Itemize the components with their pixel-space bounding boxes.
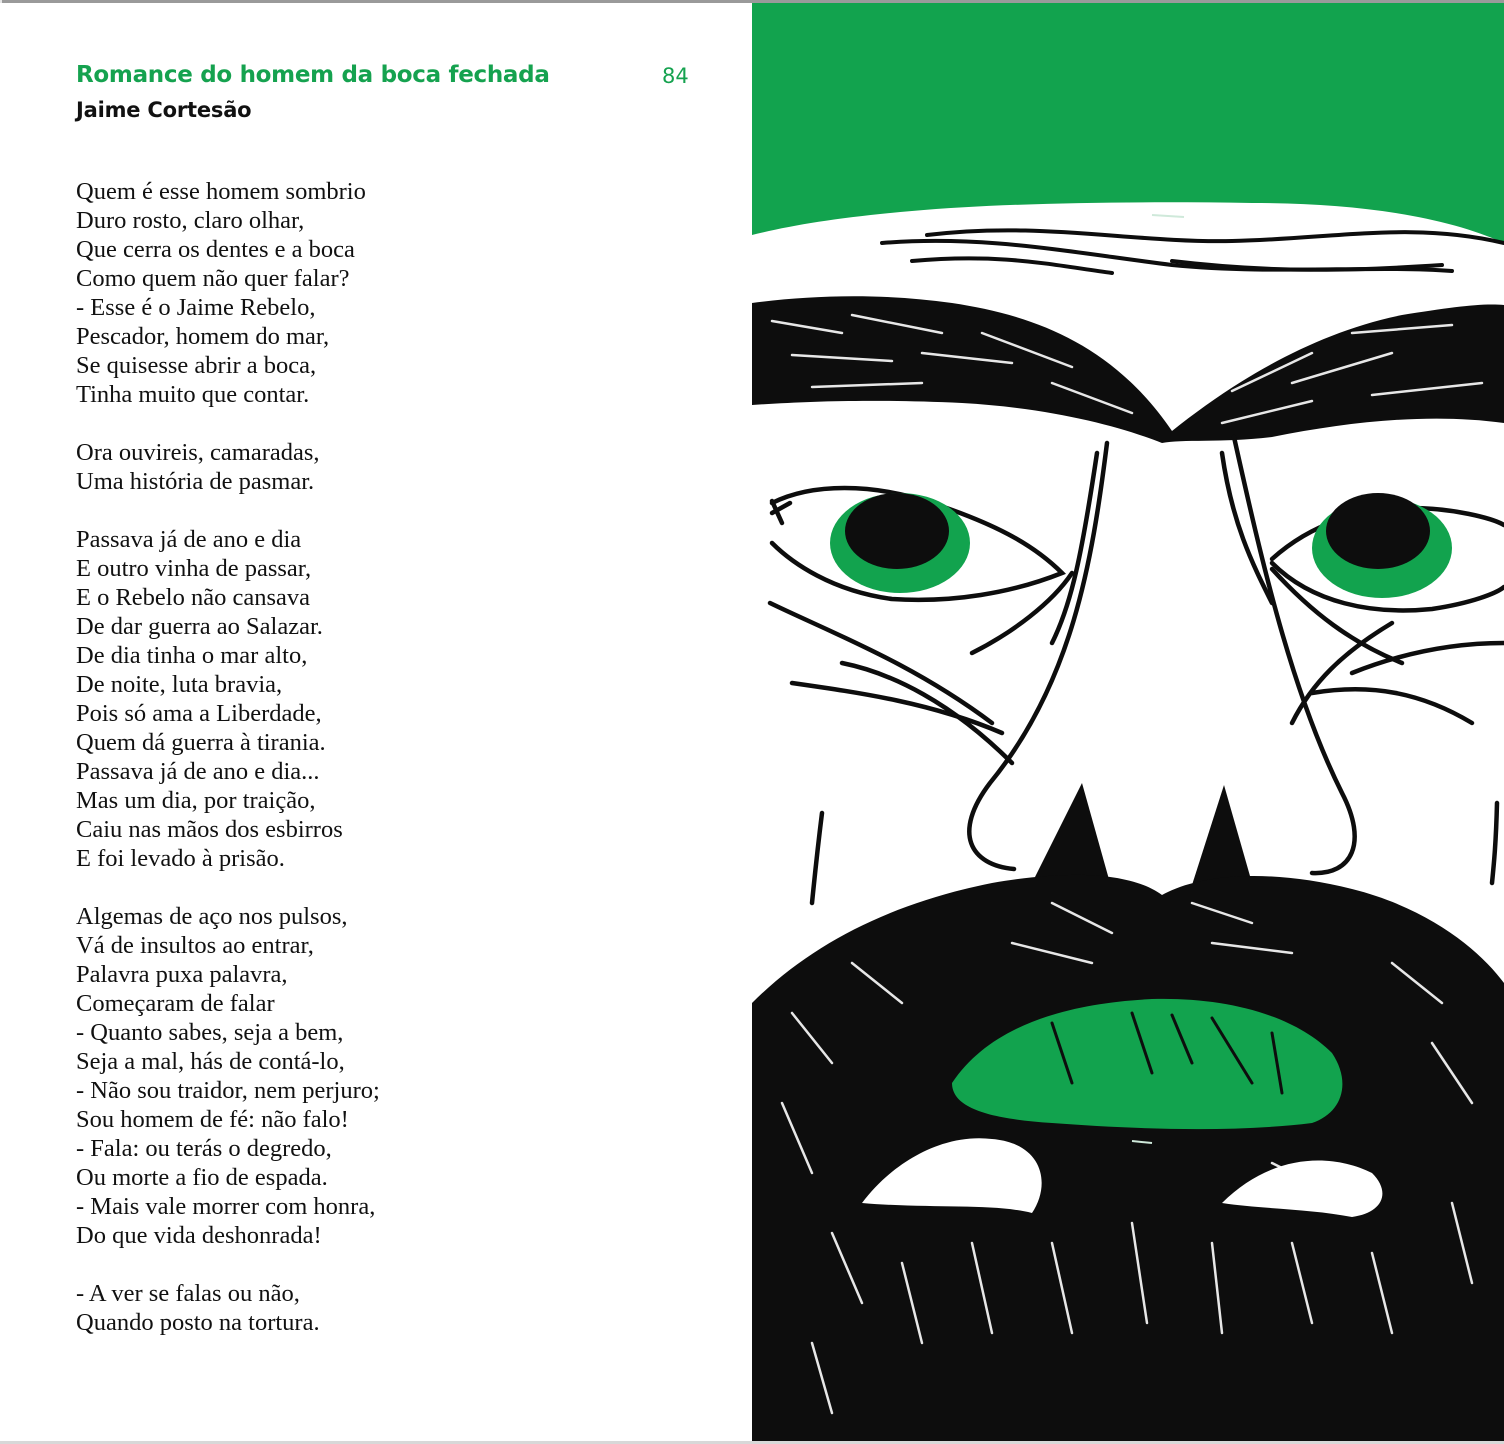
poem-line: Quem dá guerra à tirania. (76, 729, 326, 756)
poem-line: Seja a mal, hás de contá-lo, (76, 1048, 345, 1075)
poem-body (76, 177, 716, 1366)
stanza (76, 1279, 716, 1337)
poem-line: De dia tinha o mar alto, (76, 642, 308, 669)
poem-line: Sou homem de fé: não falo! (76, 1106, 349, 1133)
poem-line: - Mais vale morrer com honra, (76, 1193, 376, 1220)
poem-line: Duro rosto, claro olhar, (76, 207, 305, 234)
poem-line: Vá de insultos ao entrar, (76, 932, 314, 959)
poem-line: Se quisesse abrir a boca, (76, 352, 317, 379)
poem-line: - A ver se falas ou não, (76, 1280, 300, 1307)
stanza (76, 177, 716, 409)
poem-line: Ou morte a fio de espada. (76, 1164, 328, 1191)
poem-line: Passava já de ano e dia... (76, 758, 320, 785)
poem-line: Como quem não quer falar? (76, 265, 350, 292)
poem-line: - Quanto sabes, seja a bem, (76, 1019, 344, 1046)
poem-line: Mas um dia, por traição, (76, 787, 316, 814)
poem-line: - Não sou traidor, nem perjuro; (76, 1077, 380, 1104)
poem-author: Jaime Cortesão (76, 98, 252, 122)
poem-title: Romance do homem da boca fechada (76, 62, 550, 88)
poem-line: Pescador, homem do mar, (76, 323, 330, 350)
poem-line: - Fala: ou terás o degredo, (76, 1135, 332, 1162)
bearded-man-face-icon (752, 3, 1504, 1441)
poem-line: Palavra puxa palavra, (76, 961, 288, 988)
poem-line: Uma história de pasmar. (76, 468, 315, 495)
poem-line: - Esse é o Jaime Rebelo, (76, 294, 316, 321)
poem-line: E outro vinha de passar, (76, 555, 312, 582)
illustration-panel (752, 3, 1504, 1441)
poem-line: Algemas de aço nos pulsos, (76, 903, 348, 930)
poem-line: E o Rebelo não cansava (76, 584, 311, 611)
poem-line: Pois só ama a Liberdade, (76, 700, 322, 727)
poem-line: E foi levado à prisão. (76, 845, 285, 872)
poem-line: De dar guerra ao Salazar. (76, 613, 323, 640)
left-page (0, 3, 752, 1441)
poem-line: Quando posto na tortura. (76, 1309, 320, 1336)
page-number: 84 (662, 64, 689, 88)
poem-line: Passava já de ano e dia (76, 526, 302, 553)
poem-line: De noite, luta bravia, (76, 671, 283, 698)
poem-line: Ora ouvireis, camaradas, (76, 439, 320, 466)
poem-line: Começaram de falar (76, 990, 275, 1017)
poem-line: Caiu nas mãos dos esbirros (76, 816, 343, 843)
poem-line: Do que vida deshonrada! (76, 1222, 322, 1249)
stanza (76, 902, 716, 1250)
poem-line: Que cerra os dentes e a boca (76, 236, 355, 263)
stanza (76, 438, 716, 496)
poem-line: Quem é esse homem sombrio (76, 178, 366, 205)
stanza (76, 525, 716, 873)
poem-line: Tinha muito que contar. (76, 381, 310, 408)
